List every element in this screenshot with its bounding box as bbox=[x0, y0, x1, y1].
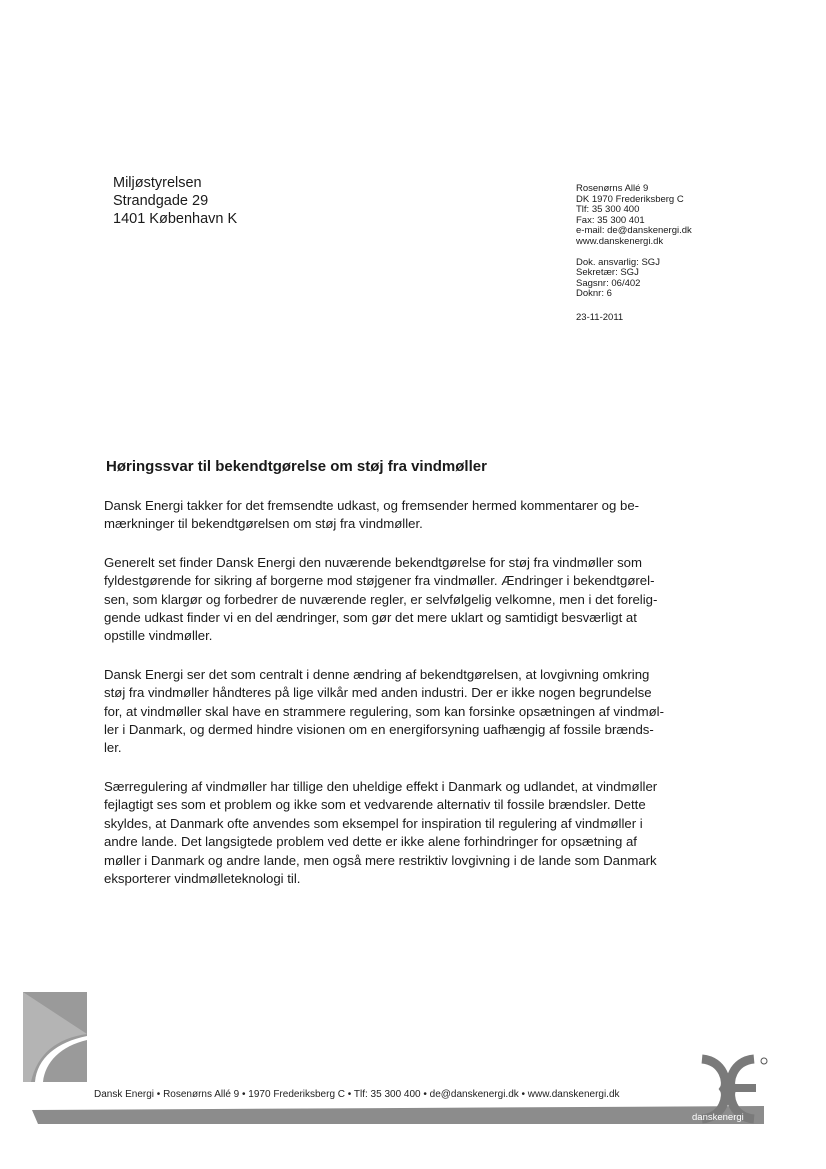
paragraph-line: andre lande. Det langsigtede problem ved dette er ikke alene forhindringer for opsætning af bbox=[104, 834, 637, 850]
logo-label: danskenergi bbox=[692, 1112, 744, 1123]
letter-date: 23-11-2011 bbox=[576, 311, 624, 323]
recipient-city: 1401 København K bbox=[113, 211, 238, 227]
doc-responsible: Dok. ansvarlig: SGJ bbox=[576, 256, 660, 268]
corner-graphic bbox=[23, 992, 87, 1082]
paragraph-line: opstille vindmøller. bbox=[104, 628, 213, 644]
letter-title: Høringssvar til bekendtgørelse om støj fra vindmøller bbox=[106, 458, 487, 475]
sender-email: e-mail: de@danskenergi.dk bbox=[576, 225, 692, 237]
paragraph-line: ler i Danmark, og dermed hindre visionen om en energiforsyning uafhængig af fossile brænds- bbox=[104, 722, 654, 738]
footer-bar-shape bbox=[32, 1106, 764, 1124]
logo-left-arc bbox=[702, 1059, 725, 1119]
sender-address-line2: DK 1970 Frederiksberg C bbox=[576, 193, 684, 205]
sender-info bbox=[576, 184, 692, 324]
paragraph-line: ler. bbox=[104, 740, 122, 756]
body-paragraph bbox=[104, 666, 716, 758]
recipient-address bbox=[113, 174, 237, 228]
paragraph-line: sen, som klargør og forbedrer de nuværende regler, er selvfølgelig velkomne, men i det forelig- bbox=[104, 591, 658, 607]
paragraph-line: Generelt set finder Dansk Energi den nuværende bekendtgørelse for støj fra vindmøller som bbox=[104, 554, 643, 570]
paragraph-line: fejlagtigt ses som et problem og ikke som et vedvarende alternativ til fossile brændsler. Dette bbox=[104, 797, 646, 813]
paragraph-line: gende udkast finder vi en del ændringer, som gør det mere uklart og samtidigt besværligt at bbox=[104, 610, 637, 626]
paragraph-line: eksporterer vindmølleteknologi til. bbox=[104, 870, 301, 886]
spacer bbox=[576, 300, 692, 313]
letter-body bbox=[104, 497, 716, 908]
paragraph-line: for, at vindmøller skal have en strammere regulering, som kan forsinke opsætningen af vindmøl- bbox=[104, 703, 664, 719]
body-paragraph bbox=[104, 554, 716, 646]
sender-web: www.danskenergi.dk bbox=[576, 235, 664, 247]
paragraph-line: støj fra vindmøller håndteres på lige vilkår med anden industri. Der er ikke nogen begrundelse bbox=[104, 685, 652, 701]
paragraph-line: mærkninger til bekendtgørelsen om støj fra vindmøller. bbox=[104, 516, 423, 532]
paragraph-line: Særregulering af vindmøller har tillige den uheldige effekt i Danmark og udlandet, at vindmøller bbox=[104, 778, 658, 794]
paragraph-line: Dansk Energi takker for det fremsendte udkast, og fremsender hermed kommentarer og be- bbox=[104, 498, 640, 513]
paragraph-line: fyldestgørende for sikring af borgerne mod støjgener fra vindmøller. Ændringer i bekendtgørel- bbox=[104, 573, 655, 589]
paragraph-line: møller i Danmark og andre lande, men også mere restriktiv lovgivning i de lande som Danmark bbox=[104, 852, 657, 868]
registered-mark-icon bbox=[761, 1058, 767, 1064]
footer-address: Dansk Energi • Rosenørns Allé 9 • 1970 Frederiksberg C • Tlf: 35 300 400 • de@danskenergi.dk • www.danskenergi.dk bbox=[94, 1089, 620, 1100]
body-paragraph bbox=[104, 497, 716, 534]
logo-bar bbox=[730, 1084, 756, 1092]
secretary: Sekretær: SGJ bbox=[576, 267, 639, 279]
case-number: Sagsnr: 06/402 bbox=[576, 277, 641, 289]
recipient-street: Strandgade 29 bbox=[113, 193, 209, 209]
footer-bar bbox=[32, 1106, 764, 1124]
document-number: Doknr: 6 bbox=[576, 288, 612, 300]
sender-address-line1: Rosenørns Allé 9 bbox=[576, 183, 649, 194]
paragraph-line: skyldes, at Danmark ofte anvendes som eksempel for inspiration til regulering af vindmøller i bbox=[104, 815, 643, 831]
sender-fax: Fax: 35 300 401 bbox=[576, 214, 645, 226]
sender-phone: Tlf: 35 300 400 bbox=[576, 204, 640, 216]
body-paragraph bbox=[104, 778, 716, 888]
recipient-name: Miljøstyrelsen bbox=[113, 175, 202, 191]
paragraph-line: Dansk Energi ser det som centralt i denne ændring af bekendtgørelsen, at lovgivning omkring bbox=[104, 666, 650, 682]
